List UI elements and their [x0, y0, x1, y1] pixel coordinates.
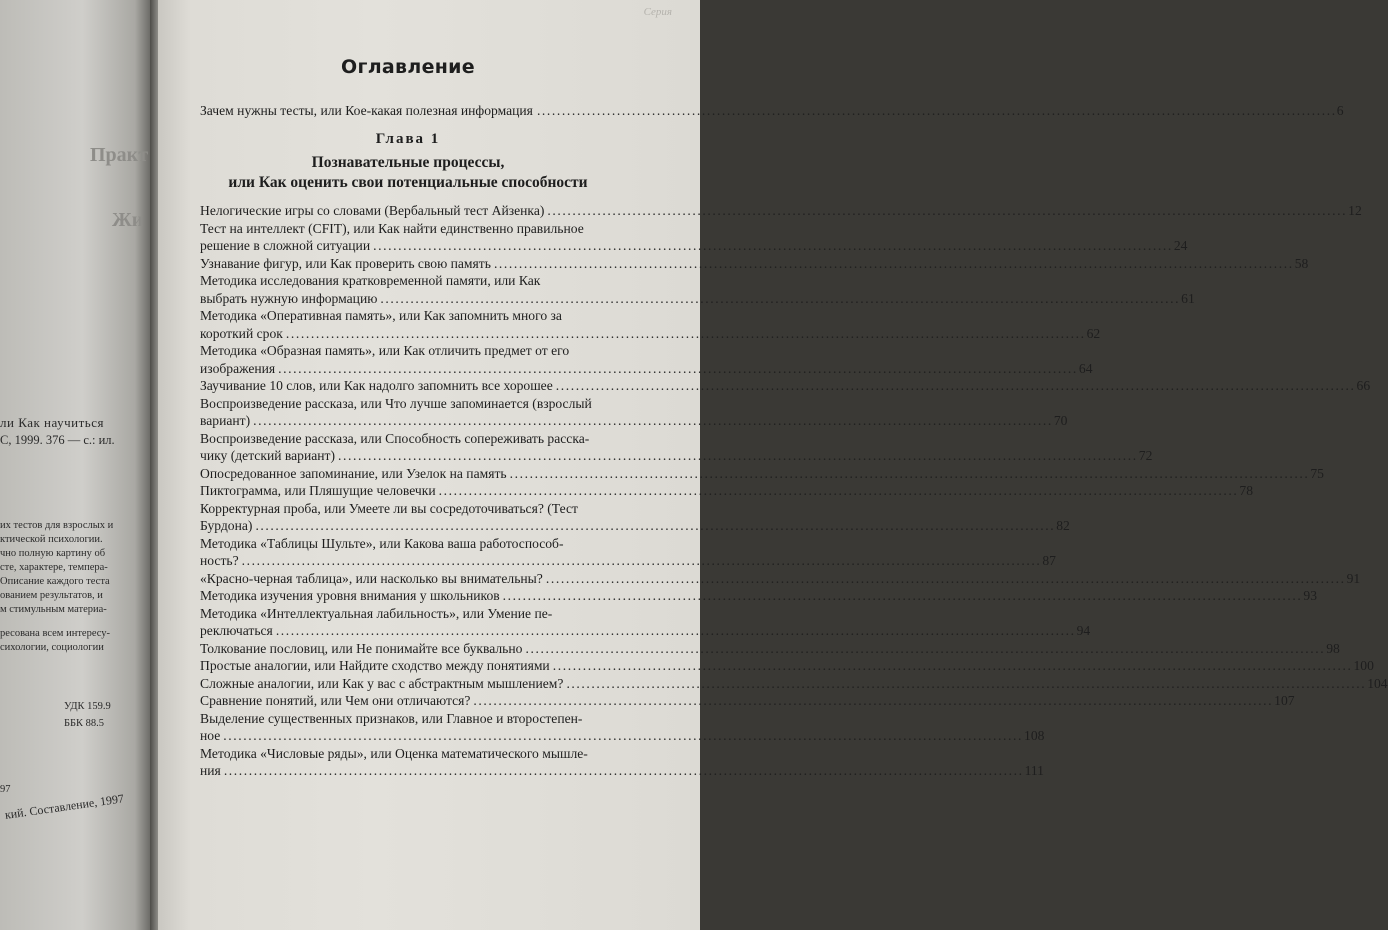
toc-page-number: 100 [1353, 658, 1374, 673]
toc-entry [200, 220, 1188, 255]
toc-entry-text: Простые аналогии, или Найдите сходство между понятиями [200, 658, 550, 673]
toc-entry-text: Воспроизведение рассказа, или Что лучше запоминается (взрослый [200, 395, 592, 411]
toc-entry [200, 255, 1309, 273]
toc-page-number: 98 [1326, 640, 1340, 656]
toc-entry-text: Сравнение понятий, или Чем они отличаются? [200, 693, 471, 708]
toc-entry-text: Методика «Интеллектуальная лабильность», или Умение пе- [200, 605, 553, 621]
dot-leader: ................................................................................................................................................................ [547, 203, 1348, 218]
toc-entry-text: чику (детский вариант) [200, 448, 336, 463]
left-fragment: ли Как научиться [0, 415, 104, 430]
toc-entry-text: Методика «Оперативная память», или Как запомнить много за [200, 308, 562, 323]
toc-intro-entry [200, 103, 1344, 119]
toc-entry-text: Тест на интеллект (CFIT), или Как найти единственно правильное [200, 220, 584, 236]
toc-entry-text: «Красно-черная таблица», или насколько вы внимательны? [200, 570, 543, 586]
toc-page-number: 82 [1056, 518, 1070, 533]
toc-entry-text: реключаться [200, 623, 273, 638]
left-fragment: ктической психологии. [0, 534, 103, 545]
toc-entry-text: Зачем нужны тесты, или Кое-какая полезная информация [200, 103, 533, 118]
toc-entry [200, 535, 1056, 570]
toc-entry-text: Сложные аналогии, или Как у вас с абстрактным мышлением? [200, 675, 564, 691]
toc-entry [200, 395, 1068, 430]
chapter-title-line: или Как оценить свои потенциальные способности [228, 174, 588, 191]
toc-page-number: 24 [1173, 238, 1188, 253]
left-fragment: сихологии, социологии [0, 642, 104, 653]
dot-leader: ................................................................................................................................................................ [509, 465, 1310, 481]
dot-leader: ................................................................................................................................................................ [275, 623, 1076, 638]
toc-page-number: 72 [1138, 448, 1153, 463]
toc-entry [200, 605, 1091, 640]
toc-entry [200, 745, 1044, 780]
toc-entry-text: Методика «Таблицы Шульте», или Какова ваша работоспособ- [200, 535, 564, 551]
toc-page-number: 12 [1348, 203, 1362, 218]
toc-entry-text: Методика изучения уровня внимания у школьников [200, 588, 500, 603]
dot-leader: ................................................................................................................................................................ [223, 763, 1024, 778]
toc-entry [200, 640, 1340, 658]
toc-entry-text: Узнавание фигур, или Как проверить свою память [200, 255, 491, 271]
toc-entry [200, 342, 1093, 377]
toc-page-number: 93 [1303, 588, 1318, 603]
dot-leader: ................................................................................................................................................................ [555, 378, 1356, 393]
toc-entry-text: Бурдона) [200, 518, 253, 533]
toc-entry-text: вариант) [200, 413, 251, 428]
toc-entry [200, 307, 1101, 342]
toc-entry-text: Нелогические игры со словами (Вербальный тест Айзенка) [200, 203, 545, 218]
toc-page-number: 87 [1042, 553, 1056, 568]
toc-page-number: 78 [1239, 483, 1253, 498]
dot-leader: ................................................................................................................................................................ [438, 483, 1239, 498]
toc-entry-text: решение в сложной ситуации [200, 238, 371, 253]
dot-leader: ................................................................................................................................................................ [473, 693, 1274, 708]
left-fragment: м стимульным материа- [0, 604, 107, 615]
left-ghost-text-2: Жи [112, 209, 144, 231]
toc-entry-text: ное [200, 728, 221, 743]
toc-page-number: 107 [1274, 693, 1295, 708]
toc-entry-text: Пиктограмма, или Пляшущие человечки [200, 483, 436, 498]
toc-entry [200, 500, 1070, 535]
left-fragment: их тестов для взрослых и [0, 520, 114, 531]
left-fragment: чно полную картину об [0, 548, 106, 559]
toc-page-number: 94 [1076, 623, 1091, 638]
contents-page [158, 0, 1388, 930]
toc-entry-list [200, 202, 1388, 780]
toc-entry-text: изображения [200, 360, 276, 376]
dot-leader: ................................................................................................................................................................ [502, 588, 1303, 603]
dot-leader: ................................................................................................................................................................ [566, 675, 1367, 691]
dot-leader: ................................................................................................................................................................ [255, 518, 1056, 533]
toc-page-number: 70 [1053, 413, 1068, 428]
udc-code: УДК 159.9 [64, 701, 111, 712]
bbk-code: ББК 88.5 [64, 718, 105, 729]
dot-leader: ................................................................................................................................................................ [493, 255, 1294, 271]
toc-entry [200, 710, 1045, 745]
toc-page-number: 111 [1024, 763, 1044, 778]
toc-entry-text: Воспроизведение рассказа, или Способность сопереживать расска- [200, 430, 590, 446]
toc-entry [200, 482, 1253, 500]
dot-leader: ................................................................................................................................................................ [278, 360, 1078, 376]
dot-leader: ................................................................................................................................................................ [241, 553, 1042, 568]
toc-page-number: 75 [1310, 465, 1324, 481]
dot-leader: ................................................................................................................................................................ [285, 325, 1086, 341]
dot-leader: ................................................................................................................................................................ [536, 103, 1337, 118]
toc-entry [200, 587, 1318, 605]
left-fragment: 97 [0, 784, 11, 795]
toc-entry [200, 692, 1295, 710]
dot-leader: ................................................................................................................................................................ [545, 570, 1346, 586]
toc-page-number: 6 [1336, 103, 1344, 118]
toc-entry-text: Методика исследования кратковременной памяти, или Как [200, 273, 541, 288]
left-ghost-text-1: Практ [90, 144, 149, 166]
left-facing-page [0, 0, 150, 930]
toc-entry [200, 377, 1371, 395]
toc-page-number: 58 [1294, 255, 1309, 271]
toc-entry-text: ния [200, 763, 221, 778]
toc-entry [200, 675, 1388, 693]
left-fragment: С, 1999. 376 — с.: ил. [0, 433, 115, 447]
dot-leader: ................................................................................................................................................................ [338, 448, 1138, 463]
toc-entry-text: выбрать нужную информацию [200, 290, 378, 306]
toc-entry-text: Опосредованное запоминание, или Узелок на память [200, 465, 507, 481]
dot-leader: ................................................................................................................................................................ [380, 290, 1181, 306]
dot-leader: ................................................................................................................................................................ [552, 658, 1353, 673]
toc-entry-text: короткий срок [200, 325, 283, 341]
chapter-number: Глава 1 [375, 131, 441, 147]
corner-ghost-text: Серия [643, 6, 672, 18]
toc-entry-text: Заучивание 10 слов, или Как надолго запомнить все хорошее [200, 378, 553, 393]
chapter-title [158, 153, 658, 193]
toc-entry-text: Толкование пословиц, или Не понимайте все буквально [200, 640, 523, 656]
toc-entry [200, 272, 1195, 307]
toc-entry [200, 430, 1153, 465]
toc-page-number: 61 [1181, 290, 1195, 306]
toc-entry-text: Методика «Образная память», или Как отличить предмет от его [200, 343, 570, 358]
toc-entry [200, 202, 1362, 220]
dot-leader: ................................................................................................................................................................ [223, 728, 1024, 743]
toc-page-number: 66 [1356, 378, 1371, 393]
dot-leader: ................................................................................................................................................................ [525, 640, 1326, 656]
toc-entry [200, 465, 1324, 483]
left-fragment: сте, характере, темпера- [0, 562, 108, 573]
dot-leader: ................................................................................................................................................................ [253, 413, 1053, 428]
chapter-title-line: Познавательные процессы, [311, 154, 505, 171]
copyright-line: кий. Составление, 1997 [4, 791, 125, 822]
toc-entry [200, 570, 1361, 588]
toc-entry-text: Корректурная проба, или Умеете ли вы сосредоточиваться? (Тест [200, 500, 578, 516]
toc-page-number: 108 [1024, 728, 1045, 743]
toc-entry-text: Выделение существенных признаков, или Главное и второстепен- [200, 710, 583, 726]
left-fragment: ованием результатов, и [0, 590, 103, 601]
toc-page-number: 62 [1086, 325, 1101, 341]
left-fragment: Описание каждого теста [0, 576, 110, 587]
page-title: Оглавление [341, 56, 475, 78]
dot-leader: ................................................................................................................................................................ [373, 238, 1173, 253]
toc-page-number: 64 [1078, 360, 1093, 376]
toc-entry-text: Методика «Числовые ряды», или Оценка математического мышле- [200, 745, 588, 761]
toc-entry [200, 657, 1374, 675]
toc-page-number: 104 [1367, 675, 1388, 691]
toc-entry-text: ность? [200, 553, 239, 568]
left-fragment: ресована всем интересу- [0, 628, 111, 639]
toc-page-number: 91 [1346, 570, 1361, 586]
